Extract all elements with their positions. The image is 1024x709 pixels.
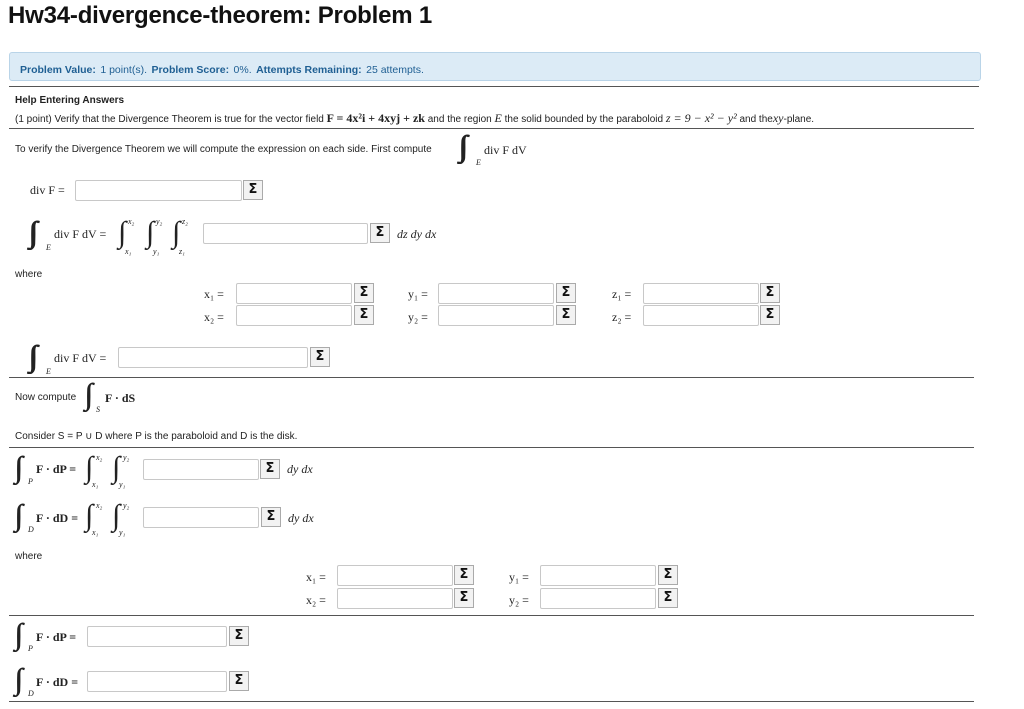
differential-dz-dy-dx: dz dy dx	[397, 227, 437, 241]
where-label: where	[15, 269, 43, 280]
x2-sigma-icon[interactable]: Σ	[354, 305, 374, 325]
divF-label: div F =	[30, 183, 65, 197]
flux-p-label: F · dP =	[36, 462, 77, 476]
triple-integrand-sigma-icon[interactable]: Σ	[370, 223, 390, 243]
integral-subscript-e: E	[46, 367, 51, 376]
triple-result-input[interactable]	[118, 347, 308, 368]
problem-score: 0%.	[233, 64, 252, 76]
upper-limit-z2: z₂	[182, 217, 188, 226]
divider	[9, 86, 979, 87]
problem-statement	[15, 111, 814, 126]
integral-sign-y: ∫	[112, 499, 121, 532]
consider-statement: Consider S = P ∪ D where P is the paraboloid and D is the disk.	[15, 431, 298, 442]
x2-limit-label: x₂ =	[204, 310, 224, 324]
page-title: Hw34-divergence-theorem: Problem 1	[8, 2, 432, 29]
divider	[9, 615, 974, 616]
divider	[9, 701, 974, 702]
paraboloid-equation: z = 9 − x² − y²	[665, 111, 737, 125]
problem-info-box	[9, 52, 981, 81]
flux-d-integrand-input[interactable]	[143, 507, 259, 528]
region-symbol: E	[494, 111, 502, 125]
flux-d-result-input[interactable]	[87, 671, 227, 692]
lower-limit-y1: y₁	[119, 480, 126, 489]
problem-score-label: Problem Score:	[151, 64, 230, 76]
lower-limit-x1: x₁	[92, 528, 99, 537]
attempts-remaining: 25 attempts.	[366, 64, 424, 76]
x1-sigma-icon[interactable]: Σ	[354, 283, 374, 303]
integral-subscript-s: S	[96, 405, 100, 414]
integral-sign-x: ∫	[85, 499, 94, 532]
triple-integral-label: div F dV =	[54, 227, 107, 241]
divider	[9, 447, 974, 448]
surface-y1-input[interactable]	[540, 565, 656, 586]
upper-limit-x2: x₂	[96, 501, 103, 510]
integral-sign-x: ∫	[118, 216, 127, 249]
z1-limit-label: z₁ =	[612, 287, 632, 301]
z2-sigma-icon[interactable]: Σ	[760, 305, 780, 325]
vector-field: F = 4x²i + 4xyj + zk	[326, 111, 425, 125]
help-entering-answers-link[interactable]: Help Entering Answers	[15, 95, 125, 106]
surface-x1-sigma-icon[interactable]: Σ	[454, 565, 474, 585]
problem-text-2: and the region	[427, 114, 492, 125]
integral-subscript-e: E	[476, 158, 481, 167]
problem-text-3: the solid bounded by the paraboloid	[504, 114, 664, 125]
triple-result-label: div F dV =	[54, 351, 107, 365]
part2-integrand: F · dS	[105, 391, 136, 405]
flux-d-result-sigma-icon[interactable]: Σ	[229, 671, 249, 691]
differential-dy-dx: dy dx	[288, 511, 314, 525]
y2-limit-label: y₂ =	[408, 310, 428, 324]
problem-value: 1 point(s).	[100, 64, 147, 76]
problem-text-1: Verify that the Divergence Theorem is true for the vector field	[54, 114, 324, 125]
y2-sigma-icon[interactable]: Σ	[556, 305, 576, 325]
upper-limit-x2: x₂	[96, 453, 103, 462]
integral-sign-z: ∫	[172, 216, 181, 249]
surface-y1-sigma-icon[interactable]: Σ	[658, 565, 678, 585]
y1-limit-label: y₁ =	[509, 570, 529, 584]
flux-p-result-label: F · dP =	[36, 630, 77, 644]
divF-equation-editor-sigma-icon[interactable]: Σ	[243, 180, 263, 200]
x2-limit-label: x₂ =	[306, 593, 326, 607]
integral-sign-y: ∫	[146, 216, 155, 249]
integral-subscript-d: D	[28, 525, 34, 534]
part2-intro: Now compute	[15, 392, 77, 403]
triple-integrand-input[interactable]	[203, 223, 368, 244]
z2-limit-input[interactable]	[643, 305, 759, 326]
divF-input[interactable]	[75, 180, 242, 201]
divider	[9, 128, 974, 129]
plane-symbol: xy	[772, 111, 784, 125]
y1-limit-label: y₁ =	[408, 287, 428, 301]
triple-result-sigma-icon[interactable]: Σ	[310, 347, 330, 367]
flux-p-result-sigma-icon[interactable]: Σ	[229, 626, 249, 646]
upper-limit-y2: y₂	[156, 217, 163, 226]
z1-limit-input[interactable]	[643, 283, 759, 304]
attempts-label: Attempts Remaining:	[256, 64, 362, 76]
where-label: where	[15, 551, 43, 562]
x2-limit-input[interactable]	[236, 305, 352, 326]
integral-subscript-e: E	[46, 243, 51, 252]
surface-y2-input[interactable]	[540, 588, 656, 609]
x1-limit-input[interactable]	[236, 283, 352, 304]
surface-y2-sigma-icon[interactable]: Σ	[658, 588, 678, 608]
flux-d-integrand-sigma-icon[interactable]: Σ	[261, 507, 281, 527]
part1-intro: To verify the Divergence Theorem we will compute the expression on each side. First compute	[15, 144, 432, 155]
flux-p-integrand-input[interactable]	[143, 459, 259, 480]
upper-limit-y2: y₂	[123, 501, 130, 510]
upper-limit-y2: y₂	[123, 453, 130, 462]
flux-d-label: F · dD =	[36, 511, 79, 525]
lower-limit-x1: x₁	[92, 480, 99, 489]
flux-p-result-input[interactable]	[87, 626, 227, 647]
x1-limit-label: x₁ =	[306, 570, 326, 584]
integral-subscript-p: P	[28, 644, 33, 653]
flux-p-integrand-sigma-icon[interactable]: Σ	[260, 459, 280, 479]
problem-points: (1 point)	[15, 114, 52, 125]
integral-subscript-p: P	[28, 477, 33, 486]
upper-limit-x2: x₂	[128, 217, 135, 226]
lower-limit-y1: y₁	[153, 247, 160, 256]
flux-d-result-label: F · dD =	[36, 675, 79, 689]
part1-integrand: div F dV	[484, 143, 527, 157]
y1-limit-input[interactable]	[438, 283, 554, 304]
x1-limit-label: x₁ =	[204, 287, 224, 301]
y2-limit-label: y₂ =	[509, 593, 529, 607]
z1-sigma-icon[interactable]: Σ	[760, 283, 780, 303]
surface-x2-input[interactable]	[337, 588, 453, 609]
y1-sigma-icon[interactable]: Σ	[556, 283, 576, 303]
differential-dy-dx: dy dx	[287, 462, 313, 476]
problem-text-5: -plane.	[783, 114, 815, 125]
z2-limit-label: z₂ =	[612, 310, 632, 324]
integral-subscript-d: D	[28, 689, 34, 698]
integral-sign-y: ∫	[112, 451, 121, 484]
divider	[9, 377, 974, 378]
integral-sign-x: ∫	[85, 451, 94, 484]
lower-limit-y1: y₁	[119, 528, 126, 537]
y2-limit-input[interactable]	[438, 305, 554, 326]
problem-value-label: Problem Value:	[20, 64, 96, 76]
surface-x1-input[interactable]	[337, 565, 453, 586]
lower-limit-x1: x₁	[125, 247, 132, 256]
surface-x2-sigma-icon[interactable]: Σ	[454, 588, 474, 608]
lower-limit-z1: z₁	[179, 247, 185, 256]
problem-text-4: and the	[739, 114, 773, 125]
